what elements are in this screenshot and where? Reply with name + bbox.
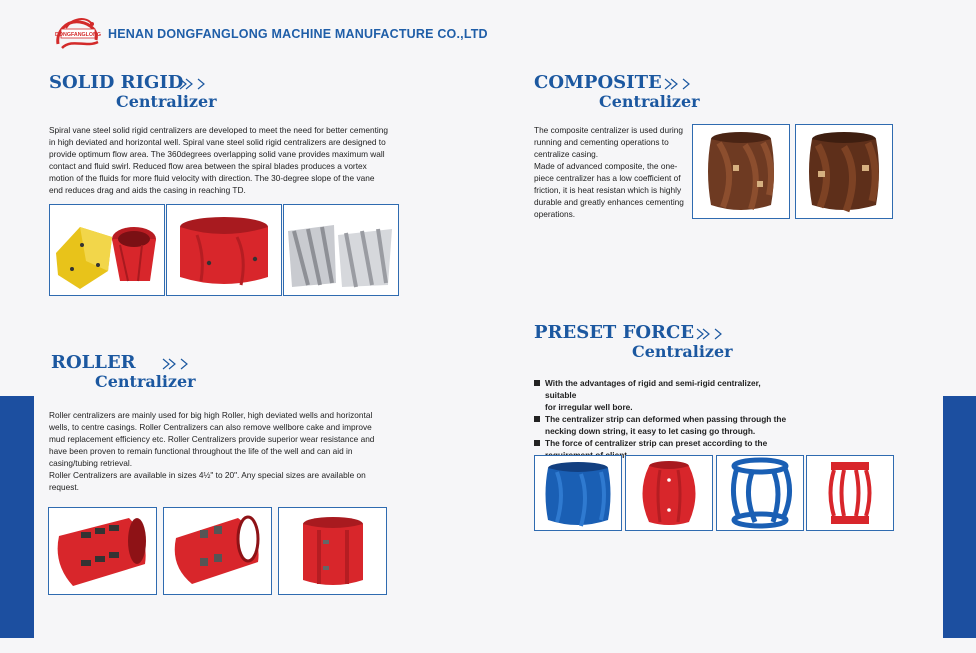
composite-title: COMPOSITE (534, 72, 662, 93)
list-item (534, 377, 794, 413)
roller-title: ROLLER (51, 352, 136, 373)
text-line: motion of the fluids for more fluid velocity with direction. The 30-degree slope of the vane (49, 173, 375, 183)
preset-title: PRESET FORCE (534, 322, 695, 343)
silver-spiral-centralizer-image (283, 204, 399, 296)
text-line: operations. (534, 209, 576, 219)
solid-subtitle: Centralizer (116, 92, 217, 111)
preset-subtitle: Centralizer (632, 342, 733, 361)
text-line: provide optimum flow area. The 360degrees overlapping solid vane provides maximum wall (49, 149, 385, 159)
roller-description (49, 409, 385, 493)
text-line: in high deviated and horizontal well. Spiral vane steel solid rigid centralizers are designed to (49, 137, 386, 147)
brown-composite-centralizer-1-image (692, 124, 790, 219)
text-line: Spiral vane steel solid rigid centralizers are developed to meet the need for better cementing (49, 125, 388, 135)
text-line: centralize casing. (534, 149, 599, 159)
text-line: The composite centralizer is used during (534, 125, 683, 135)
square-bullet-icon (534, 440, 540, 446)
square-bullet-icon (534, 416, 540, 422)
square-bullet-icon (534, 380, 540, 386)
red-roller-centralizer-3-image (278, 507, 387, 595)
logo-text: DONGFANGLONG (55, 32, 101, 38)
text-line: contact and fluid swirl. Reduced flow area between the spiral blades produces a vortex (49, 161, 367, 171)
bullet-line: The force of centralizer strip can preset according to the (545, 438, 768, 448)
text-line: Roller centralizers are mainly used for big high Roller, high deviated wells and horizontal (49, 410, 373, 420)
double-chevron-icon (695, 327, 725, 341)
text-line: end reduces drag and aids the casing in reaching TD. (49, 185, 246, 195)
blue-preset-force-centralizer-image (534, 455, 622, 531)
brown-composite-centralizer-2-image (795, 124, 893, 219)
red-roller-centralizer-1-image (48, 507, 157, 595)
yellow-red-solid-rigid-centralizer-image (49, 204, 165, 296)
left-side-bar (0, 396, 34, 638)
list-item (534, 413, 794, 437)
red-cone-centralizer-shape (112, 227, 156, 281)
company-logo (52, 14, 104, 52)
composite-subtitle: Centralizer (599, 92, 700, 111)
bullet-line: With the advantages of rigid and semi-rigid centralizer, suitable (545, 378, 761, 400)
bullet-line: The centralizer strip can deformed when passing through the (545, 414, 787, 424)
roller-subtitle: Centralizer (95, 372, 196, 391)
red-solid-rigid-centralizer-image (166, 204, 282, 296)
text-line: wells, to centre casings. Roller Centralizers can also remove wellbore cake and improve (49, 422, 372, 432)
red-bow-spring-centralizer-image (806, 455, 894, 531)
double-chevron-icon (178, 77, 208, 91)
red-preset-force-centralizer-image (625, 455, 713, 531)
bullet-line: for irregular well bore. (545, 402, 633, 412)
solid-title: SOLID RIGID (49, 72, 184, 93)
double-chevron-icon (663, 77, 693, 91)
red-roller-centralizer-2-image (163, 507, 272, 595)
text-line: Roller Centralizers are available in sizes 4½" to 20". Any special sizes are available on (49, 470, 366, 480)
composite-description (534, 124, 688, 220)
text-line: request. (49, 482, 79, 492)
text-line: durable and greatly enhances cementing (534, 197, 684, 207)
text-line: piece centralizer has a low coefficient of (534, 173, 681, 183)
bullet-line: necking down string, it easy to let casing go through. (545, 426, 756, 436)
double-chevron-icon (161, 357, 191, 371)
text-line: running and cementing operations to (534, 137, 669, 147)
solid-description (49, 124, 397, 196)
text-line: casing/tubing retrieval. (49, 458, 133, 468)
text-line: friction, it is heat resistan which is highly (534, 185, 682, 195)
blue-bow-centralizer-image (716, 455, 804, 531)
company-name: HENAN DONGFANGLONG MACHINE MANUFACTURE CO.,LTD (108, 27, 488, 41)
text-line: have been proven to remain functional throughout the life of the well and can aid in (49, 446, 353, 456)
text-line: Made of advanced composite, the one- (534, 161, 678, 171)
preset-bullet-list (534, 377, 794, 461)
right-side-bar (943, 396, 976, 638)
text-line: mud replacement efficiency etc. Roller Centralizers provide superior wear resistance and (49, 434, 375, 444)
